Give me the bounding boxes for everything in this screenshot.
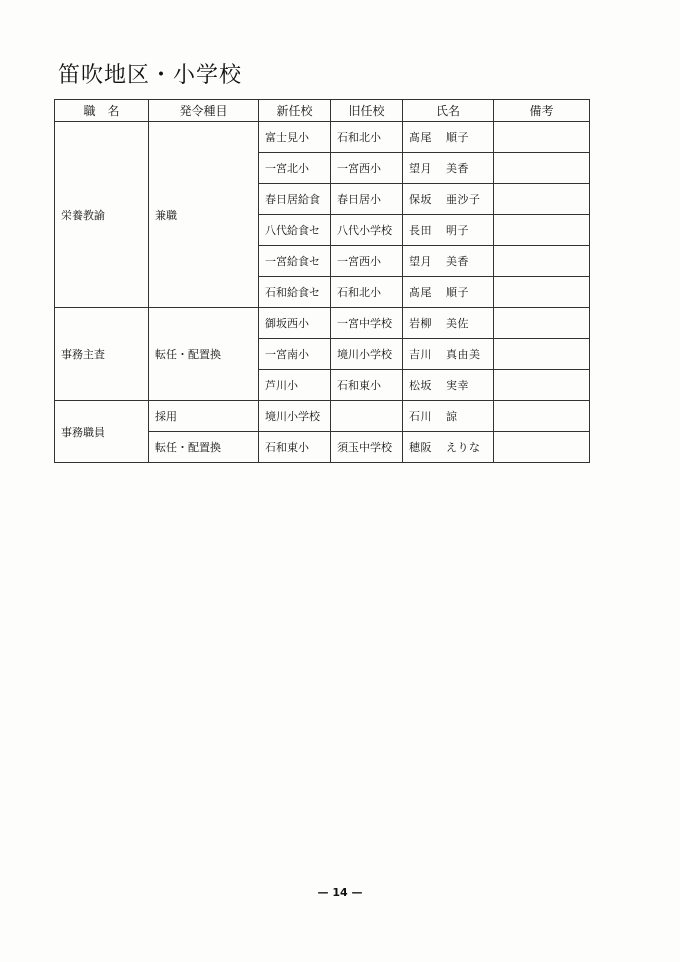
surname: 長田	[409, 224, 432, 237]
new-school-cell: 富士見小	[259, 122, 331, 153]
surname: 髙尾	[409, 131, 432, 144]
notes-cell	[494, 370, 590, 401]
position-cell: 事務職員	[55, 401, 149, 463]
surname: 髙尾	[409, 286, 432, 299]
given-name: えりな	[446, 441, 481, 454]
notes-cell	[494, 339, 590, 370]
surname: 望月	[409, 255, 432, 268]
new-school-cell: 石和給食セ	[259, 277, 331, 308]
old-school-cell: 八代小学校	[331, 215, 403, 246]
new-school-cell: 一宮北小	[259, 153, 331, 184]
given-name: 美佐	[446, 317, 469, 330]
name-cell	[403, 308, 494, 339]
new-school-cell: 八代給食セ	[259, 215, 331, 246]
old-school-cell: 石和北小	[331, 277, 403, 308]
name-cell	[403, 215, 494, 246]
column-header-old-school: 旧任校	[331, 100, 403, 122]
given-name: 実幸	[446, 379, 469, 392]
given-name: 美香	[446, 162, 469, 175]
new-school-cell: 一宮南小	[259, 339, 331, 370]
name-cell	[403, 122, 494, 153]
appointment-type-cell: 兼職	[149, 122, 259, 308]
new-school-cell: 石和東小	[259, 432, 331, 463]
name-cell	[403, 184, 494, 215]
position-cell: 栄養教諭	[55, 122, 149, 308]
given-name: 順子	[446, 131, 469, 144]
notes-cell	[494, 277, 590, 308]
notes-cell	[494, 432, 590, 463]
notes-cell	[494, 401, 590, 432]
appointment-type-cell: 採用	[149, 401, 259, 432]
appointment-type-cell: 転任・配置換	[149, 432, 259, 463]
page-number: — 14 —	[317, 886, 363, 899]
old-school-cell	[331, 401, 403, 432]
name-cell	[403, 401, 494, 432]
column-header-notes: 備考	[494, 100, 590, 122]
table-row	[55, 401, 590, 432]
notes-cell	[494, 308, 590, 339]
old-school-cell: 石和北小	[331, 122, 403, 153]
name-cell	[403, 370, 494, 401]
notes-cell	[494, 246, 590, 277]
name-cell	[403, 432, 494, 463]
notes-cell	[494, 184, 590, 215]
surname: 穂阪	[409, 441, 432, 454]
surname: 望月	[409, 162, 432, 175]
new-school-cell: 芦川小	[259, 370, 331, 401]
notes-cell	[494, 122, 590, 153]
page-title: 笛吹地区・小学校	[58, 63, 243, 88]
personnel-table	[54, 99, 590, 463]
table-row	[55, 122, 590, 153]
old-school-cell: 春日居小	[331, 184, 403, 215]
given-name: 亜沙子	[446, 193, 481, 206]
column-header-position: 職 名	[55, 100, 149, 122]
table-header-row	[55, 100, 590, 122]
name-cell	[403, 246, 494, 277]
surname: 吉川	[409, 348, 432, 361]
old-school-cell: 一宮中学校	[331, 308, 403, 339]
column-header-appointment-type: 発令種目	[149, 100, 259, 122]
given-name: 美香	[446, 255, 469, 268]
new-school-cell: 御坂西小	[259, 308, 331, 339]
notes-cell	[494, 215, 590, 246]
position-cell: 事務主査	[55, 308, 149, 401]
old-school-cell: 石和東小	[331, 370, 403, 401]
appointment-type-cell: 転任・配置換	[149, 308, 259, 401]
surname: 岩柳	[409, 317, 432, 330]
new-school-cell: 一宮給食セ	[259, 246, 331, 277]
given-name: 明子	[446, 224, 469, 237]
new-school-cell: 境川小学校	[259, 401, 331, 432]
given-name: 真由美	[446, 348, 481, 361]
name-cell	[403, 339, 494, 370]
given-name: 順子	[446, 286, 469, 299]
column-header-name: 氏名	[403, 100, 494, 122]
old-school-cell: 一宮西小	[331, 153, 403, 184]
given-name: 諒	[446, 410, 458, 423]
table-row	[55, 308, 590, 339]
table-body	[55, 122, 590, 463]
new-school-cell: 春日居給食	[259, 184, 331, 215]
name-cell	[403, 153, 494, 184]
surname: 石川	[409, 410, 432, 423]
column-header-new-school: 新任校	[259, 100, 331, 122]
notes-cell	[494, 153, 590, 184]
surname: 保坂	[409, 193, 432, 206]
old-school-cell: 須玉中学校	[331, 432, 403, 463]
name-cell	[403, 277, 494, 308]
old-school-cell: 一宮西小	[331, 246, 403, 277]
old-school-cell: 境川小学校	[331, 339, 403, 370]
surname: 松坂	[409, 379, 432, 392]
